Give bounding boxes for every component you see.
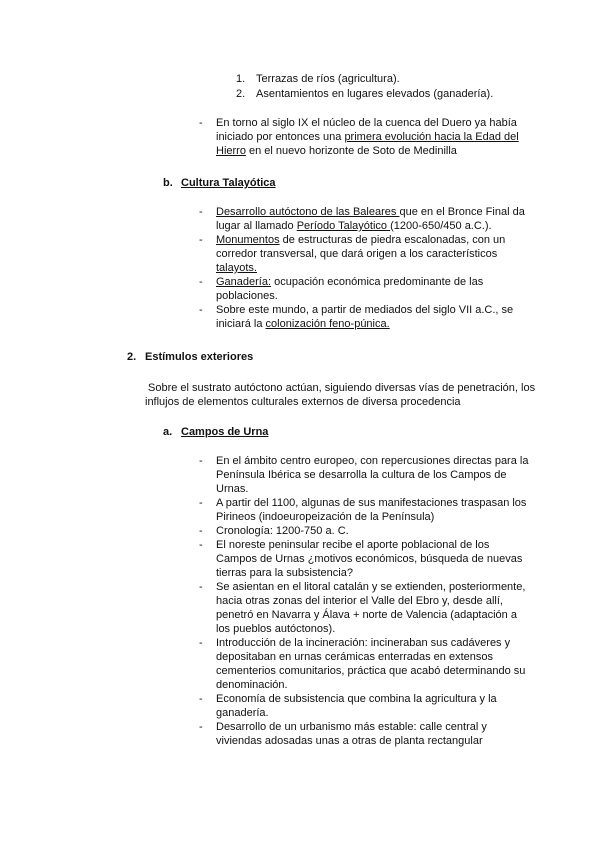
underlined-text: Monumentos: [216, 234, 280, 246]
dash-marker: -: [199, 637, 203, 649]
underlined-text: talayots.: [216, 262, 257, 274]
duero-text-2: en el nuevo horizonte de Soto de Medinilla: [245, 145, 457, 157]
item-text: que en el Bronce Final da lugar al llamado: [216, 206, 525, 232]
list-item: [199, 116, 539, 158]
section-a-list: [199, 454, 529, 748]
list-item: [199, 538, 529, 580]
underlined-text: colonización feno-púnica.: [265, 318, 390, 330]
section-b-label: b.: [163, 177, 173, 189]
duero-link: primera evolución hacia la Edad del Hierro: [216, 131, 519, 157]
item-text: Desarrollo de un urbanismo más estable: calle central y viviendas adosadas unas a otras de planta rectangular: [216, 721, 487, 747]
item-text: ocupación económica predominante de las poblaciones.: [216, 276, 484, 302]
section-a-heading: [163, 425, 268, 439]
dash-marker: -: [199, 117, 203, 129]
dash-marker: -: [199, 497, 203, 509]
list-text: Asentamientos en lugares elevados (ganadería).: [256, 88, 494, 100]
section-2-label: 2.: [127, 351, 137, 363]
item-text: Se asientan en el litoral catalán y se extienden, posteriormente, hacia otras zonas del interior el Valle del Ebro y, desde allí, penetró en Navarra y Álava + norte de Valencia (adaptación a los pueblos autóctonos).: [216, 581, 526, 635]
dash-marker: -: [199, 455, 203, 467]
list-item: [236, 72, 400, 86]
dash-marker: -: [199, 693, 203, 705]
section-2-paragraph: Sobre el sustrato autóctono actúan, siguiendo diversas vías de penetración, los influjos de elementos culturales externos de diversa procedencia: [145, 382, 536, 408]
list-item: [199, 692, 529, 720]
dash-marker: -: [199, 525, 203, 537]
dash-marker: -: [199, 276, 203, 288]
list-item: [199, 275, 529, 303]
underlined-text: Período Talayótico: [296, 220, 391, 232]
list-item: [199, 233, 529, 275]
list-text: Terrazas de ríos (agricultura).: [256, 73, 400, 85]
item-text: En el ámbito centro europeo, con repercusiones directas para la Península Ibérica se desarrolla la cultura de los Campos de Urnas.: [216, 455, 529, 495]
list-item: [199, 454, 529, 496]
section-2-heading: [127, 350, 253, 364]
list-item: [199, 636, 529, 692]
underlined-text: Desarrollo autóctono de las Baleares: [216, 206, 400, 218]
dash-marker: -: [199, 539, 203, 551]
section-b-heading: [163, 176, 276, 190]
item-text: de estructuras de piedra escalonadas, con un corredor transversal, que dará origen a los característicos: [216, 234, 506, 260]
list-item: [199, 720, 529, 748]
list-item: [199, 205, 529, 233]
section-a-label: a.: [163, 426, 173, 438]
list-item: [199, 580, 529, 636]
duero-text-1: En torno al siglo IX el núcleo de la cuenca del Duero ya había iniciado por entonces una: [216, 117, 517, 143]
item-text: Introducción de la incineración: incineraban sus cadáveres y depositaban en urnas cerámicas enterradas en extensos cementerios comunitarios, práctica que acabó determinando su denominación.: [216, 637, 526, 691]
list-item: [199, 496, 529, 524]
dash-marker: -: [199, 206, 203, 218]
list-number: 1.: [236, 73, 246, 85]
item-text: Sobre este mundo, a partir de mediados del siglo VII a.C., se iniciará la: [216, 304, 514, 330]
list-number: 2.: [236, 88, 246, 100]
item-text: Cronología: 1200-750 a. C.: [216, 525, 349, 537]
item-text: El noreste peninsular recibe el aporte poblacional de los Campos de Urnas ¿motivos económicos, búsqueda de nuevas tierras para la subsistencia?: [216, 539, 523, 579]
list-item: [199, 524, 529, 538]
list-item: [199, 303, 529, 331]
dash-marker: -: [199, 581, 203, 593]
dash-marker: -: [199, 234, 203, 246]
section-b-list: [199, 205, 529, 331]
section-a-title: Campos de Urna: [181, 426, 269, 438]
list-item: [236, 87, 493, 101]
underlined-text: Ganadería:: [216, 276, 272, 288]
item-text: Economía de subsistencia que combina la agricultura y la ganadería.: [216, 693, 497, 719]
item-text: (1200-650/450 a.C.).: [390, 220, 492, 232]
section-b-title: Cultura Talayótica: [181, 177, 276, 189]
section-2-title: Estímulos exteriores: [145, 351, 254, 363]
item-text: A partir del 1100, algunas de sus manifestaciones traspasan los Pirineos (indoeuropeización de la Península): [216, 497, 527, 523]
duero-block: [199, 116, 539, 158]
dash-marker: -: [199, 304, 203, 316]
dash-marker: -: [199, 721, 203, 733]
